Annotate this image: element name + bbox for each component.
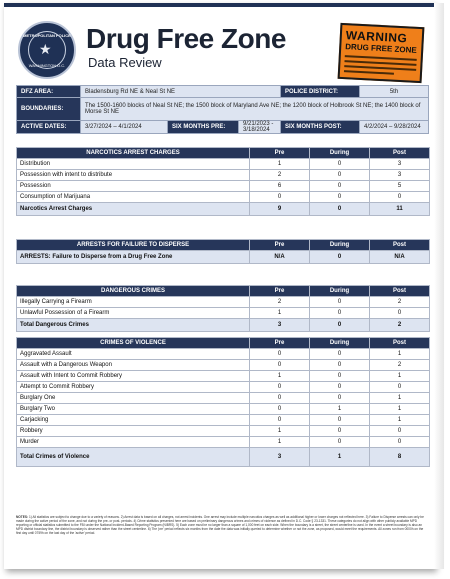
col-post: Post — [370, 148, 430, 159]
total-label: ARRESTS: Failure to Disperse from a Drug Free Zone — [17, 251, 250, 264]
post-value: 5 — [370, 181, 430, 192]
six-months-post-label: SIX MONTHS POST: — [281, 121, 360, 134]
during-value: 0 — [310, 371, 370, 382]
during-value: 0 — [310, 415, 370, 426]
during-value: 0 — [310, 426, 370, 437]
notes-text: 1) All statistics are subject to change due to a variety of reasons. 2) Arrest data is based on all charges, not arrest incidents. One arrest may include multiple narcotics charges as well as additional higher or lower charges not reflected here. 3) Failure to Disperse arrests can only be made during the active period of the zone, and not during the pre- or post- periods. 4) Crime statistics presented here are based on preliminary dangerous crimes and crimes of violence as defined in D.C. Code § 23-1331. These categories do not align with other publicly available MPD reporting or official statistics submitted to the FBI under the National Incident-Based Reporting Program (NIBRS). 5) Each zone must be no larger than a square of 1,000 feet on each side. When the boundary is a street, the street centerline is used. In the event a street boundary is also an MPD district boundary line, the district boundary is observed rather than the street centerline. 6) The 'pre' period reflects six months from the date the data was initially queried to determine whether or not the zone, as proposed, would meet the requirements. All zones run from 0000h on the first day until 0759h on the last day of the 'active' period. — [16, 515, 424, 535]
disperse-table — [16, 239, 430, 264]
footnotes — [16, 515, 429, 535]
row-label: Assault with a Dangerous Weapon — [17, 360, 250, 371]
pre-value: 0 — [250, 349, 310, 360]
violence-table — [16, 337, 430, 467]
top-rule — [4, 3, 435, 7]
row-label: Illegally Carrying a Firearm — [17, 297, 250, 308]
row-label: Burglary One — [17, 393, 250, 404]
total-label: Total Crimes of Violence — [17, 448, 250, 467]
row-label: Consumption of Marijuana — [17, 192, 250, 203]
pre-value: 0 — [250, 393, 310, 404]
active-dates-label: ACTIVE DATES: — [17, 121, 81, 134]
during-total: 0 — [310, 319, 370, 332]
table-row — [17, 360, 430, 371]
table-row — [17, 159, 430, 170]
post-value: 1 — [370, 349, 430, 360]
row-label: Attempt to Commit Robbery — [17, 382, 250, 393]
row-label: Robbery — [17, 426, 250, 437]
during-total: 0 — [310, 251, 370, 264]
sign-zone-text: DRUG FREE ZONE — [345, 42, 417, 55]
total-row — [17, 251, 430, 264]
pre-value: 0 — [250, 404, 310, 415]
pre-total: 3 — [250, 448, 310, 467]
total-row — [17, 319, 430, 332]
active-dates-value: 3/27/2024 – 4/1/2024 — [81, 121, 168, 134]
warning-sign-image — [338, 23, 425, 83]
post-value: 0 — [370, 308, 430, 319]
post-value: 0 — [370, 382, 430, 393]
row-label: Aggravated Assault — [17, 349, 250, 360]
col-during: During — [310, 338, 370, 349]
pre-value: 0 — [250, 192, 310, 203]
total-label: Narcotics Arrest Charges — [17, 203, 250, 216]
post-value: 2 — [370, 360, 430, 371]
table-row — [17, 437, 430, 448]
during-total: 1 — [310, 448, 370, 467]
col-post: Post — [370, 286, 430, 297]
post-value: 1 — [370, 393, 430, 404]
page-subtitle: Data Review — [88, 55, 162, 70]
table-row — [17, 393, 430, 404]
col-pre: Pre — [250, 240, 310, 251]
table-row — [17, 170, 430, 181]
badge-bottom-text: WASHINGTON D.C. — [28, 63, 66, 68]
post-value: 1 — [370, 371, 430, 382]
post-value: 0 — [370, 192, 430, 203]
badge-top-text: METROPOLITAN POLICE — [23, 33, 71, 38]
during-value: 0 — [310, 437, 370, 448]
six-months-post-value: 4/2/2024 – 9/28/2024 — [360, 121, 429, 134]
row-label: Distribution — [17, 159, 250, 170]
during-value: 0 — [310, 360, 370, 371]
pre-value: 1 — [250, 371, 310, 382]
dfz-area-label: DFZ AREA: — [17, 86, 81, 98]
boundaries-value: The 1500-1600 blocks of Neal St NE; the 1500 block of Maryland Ave NE; the 1200 block of Holbrook St NE; the 1400 block of Morse St NE — [81, 98, 429, 121]
pre-total: N/A — [250, 251, 310, 264]
pre-value: 1 — [250, 426, 310, 437]
during-value: 0 — [310, 349, 370, 360]
post-value: 0 — [370, 437, 430, 448]
pre-value: 1 — [250, 159, 310, 170]
district-label: POLICE DISTRICT: — [281, 86, 360, 98]
pre-total: 9 — [250, 203, 310, 216]
zone-info-table — [16, 85, 429, 134]
post-value: 3 — [370, 159, 430, 170]
pre-value: 1 — [250, 308, 310, 319]
police-badge-icon — [18, 21, 76, 79]
post-value: 3 — [370, 170, 430, 181]
row-label: Possession — [17, 181, 250, 192]
table-row — [17, 426, 430, 437]
six-months-pre-value: 9/21/2023 - 3/18/2024 — [239, 121, 281, 134]
col-pre: Pre — [250, 148, 310, 159]
row-label: Unlawful Possession of a Firearm — [17, 308, 250, 319]
col-post: Post — [370, 338, 430, 349]
table-row — [17, 297, 430, 308]
pre-value: 2 — [250, 170, 310, 181]
pre-value: 1 — [250, 437, 310, 448]
section-title: NARCOTICS ARREST CHARGES — [17, 148, 250, 159]
pre-value: 0 — [250, 360, 310, 371]
post-total: 8 — [370, 448, 430, 467]
table-row — [17, 308, 430, 319]
table-row — [17, 371, 430, 382]
post-total: 11 — [370, 203, 430, 216]
dangerous-crimes-table — [16, 285, 430, 332]
post-total: 2 — [370, 319, 430, 332]
district-value: 5th — [360, 86, 429, 98]
during-total: 0 — [310, 203, 370, 216]
during-value: 1 — [310, 404, 370, 415]
dfz-area-value: Bladensburg Rd NE & Neal St NE — [81, 86, 281, 98]
during-value: 0 — [310, 382, 370, 393]
total-row — [17, 203, 430, 216]
pre-value: 2 — [250, 297, 310, 308]
document-page — [4, 3, 435, 569]
section-title: DANGEROUS CRIMES — [17, 286, 250, 297]
table-row — [17, 382, 430, 393]
boundaries-label: BOUNDARIES: — [17, 98, 81, 121]
col-during: During — [310, 148, 370, 159]
page-edge — [434, 3, 444, 569]
pre-value: 0 — [250, 382, 310, 393]
post-value: 1 — [370, 415, 430, 426]
table-row — [17, 192, 430, 203]
during-value: 0 — [310, 297, 370, 308]
during-value: 0 — [310, 159, 370, 170]
col-during: During — [310, 240, 370, 251]
post-total: N/A — [370, 251, 430, 264]
notes-label: NOTES: — [16, 515, 29, 519]
row-label: Assault with Intent to Commit Robbery — [17, 371, 250, 382]
pre-value: 6 — [250, 181, 310, 192]
table-row — [17, 349, 430, 360]
table-row — [17, 181, 430, 192]
table-row — [17, 415, 430, 426]
during-value: 0 — [310, 181, 370, 192]
sign-text-line — [344, 70, 394, 75]
col-pre: Pre — [250, 338, 310, 349]
during-value: 0 — [310, 170, 370, 181]
total-label: Total Dangerous Crimes — [17, 319, 250, 332]
table-row — [17, 404, 430, 415]
pre-value: 0 — [250, 415, 310, 426]
col-post: Post — [370, 240, 430, 251]
six-months-pre-label: SIX MONTHS PRE: — [168, 121, 239, 134]
col-during: During — [310, 286, 370, 297]
narcotics-table — [16, 147, 430, 216]
col-pre: Pre — [250, 286, 310, 297]
row-label: Carjacking — [17, 415, 250, 426]
during-value: 0 — [310, 192, 370, 203]
during-value: 0 — [310, 393, 370, 404]
post-value: 2 — [370, 297, 430, 308]
section-title: CRIMES OF VIOLENCE — [17, 338, 250, 349]
during-value: 0 — [310, 308, 370, 319]
sign-warning-text: WARNING — [345, 28, 408, 46]
section-title: ARRESTS FOR FAILURE TO DISPERSE — [17, 240, 250, 251]
row-label: Burglary Two — [17, 404, 250, 415]
row-label: Murder — [17, 437, 250, 448]
post-value: 1 — [370, 404, 430, 415]
total-row — [17, 448, 430, 467]
post-value: 0 — [370, 426, 430, 437]
pre-total: 3 — [250, 319, 310, 332]
star-icon: ★ — [39, 41, 52, 57]
row-label: Possession with intent to distribute — [17, 170, 250, 181]
page-title: Drug Free Zone — [86, 23, 286, 54]
